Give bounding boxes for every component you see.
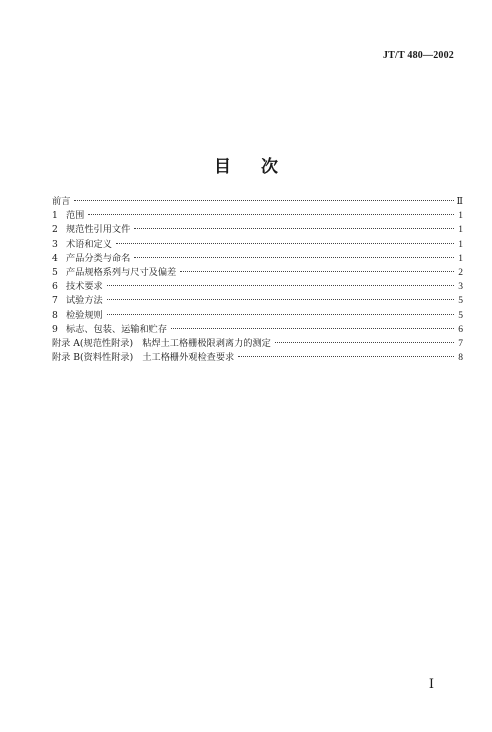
toc-entry-number: 8	[52, 309, 58, 321]
toc-entry-page: 1	[458, 211, 463, 222]
toc-entry-page: Ⅱ	[456, 197, 463, 207]
toc-entry-text: 附录 B(资料性附录) 土工格栅外观检查要求	[52, 352, 235, 364]
toc-entry-text: 产品规格系列与尺寸及偏差	[66, 266, 177, 278]
toc-entry-number: 1	[52, 210, 58, 222]
title-char-1: 目	[214, 157, 231, 177]
dot-leader	[180, 271, 454, 272]
table-of-contents	[52, 195, 463, 365]
toc-entry-text: 技术要求	[66, 281, 103, 293]
page-title	[0, 152, 492, 177]
toc-entry-page: 2	[458, 267, 463, 278]
toc-entry-annex-b	[52, 351, 463, 365]
dot-leader	[171, 328, 454, 329]
dot-leader	[275, 342, 454, 343]
toc-entry-number: 7	[52, 295, 58, 307]
standard-code: JT/T 480—2002	[382, 50, 454, 61]
toc-entry-6	[52, 280, 463, 294]
toc-entry-text: 标志、包装、运输和贮存	[66, 323, 168, 335]
toc-entry-9	[52, 323, 463, 337]
dot-leader	[116, 243, 454, 244]
title-char-2: 次	[261, 157, 278, 177]
toc-entry-2	[52, 223, 463, 237]
toc-entry-page: 1	[458, 225, 463, 236]
toc-entry-number: 4	[52, 252, 58, 264]
dot-leader	[107, 285, 454, 286]
toc-entry-8	[52, 309, 463, 323]
toc-entry-text: 检验规则	[66, 309, 103, 321]
toc-entry-text: 前言	[52, 196, 71, 207]
toc-entry-text: 术语和定义	[66, 238, 112, 250]
toc-entry-text: 产品分类与命名	[66, 252, 131, 264]
toc-entry-page: 8	[458, 353, 463, 364]
toc-entry-number: 9	[52, 323, 58, 335]
dot-leader	[88, 214, 454, 215]
toc-entry-page: 1	[458, 239, 463, 250]
toc-entry-number: 5	[52, 266, 58, 278]
toc-entry-number: 2	[52, 224, 58, 236]
toc-entry-number: 3	[52, 238, 58, 250]
toc-entry-page: 7	[458, 338, 463, 349]
dot-leader	[134, 228, 454, 229]
toc-entry-page: 6	[458, 324, 463, 335]
toc-entry-page: 5	[458, 310, 463, 321]
toc-entry-1	[52, 209, 463, 223]
toc-entry-page: 5	[458, 296, 463, 307]
toc-entry-5	[52, 266, 463, 280]
toc-entry-text: 试验方法	[66, 295, 103, 307]
dot-leader	[74, 200, 453, 201]
toc-entry-text: 附录 A(规范性附录) 粘焊土工格栅极限剥离力的测定	[52, 337, 271, 349]
toc-entry-text: 规范性引用文件	[66, 224, 131, 236]
toc-entry-number: 6	[52, 281, 58, 293]
toc-entry-7	[52, 294, 463, 308]
dot-leader	[134, 257, 454, 258]
dot-leader	[107, 314, 454, 315]
page-number: Ⅰ	[428, 676, 434, 691]
toc-entry-annex-a	[52, 337, 463, 351]
toc-entry-foreword	[52, 195, 463, 209]
dot-leader	[107, 299, 454, 300]
toc-entry-3	[52, 238, 463, 252]
toc-entry-page: 1	[458, 253, 463, 264]
dot-leader	[238, 356, 454, 357]
toc-entry-page: 3	[458, 282, 463, 293]
toc-entry-4	[52, 252, 463, 266]
toc-entry-text: 范围	[66, 210, 85, 222]
